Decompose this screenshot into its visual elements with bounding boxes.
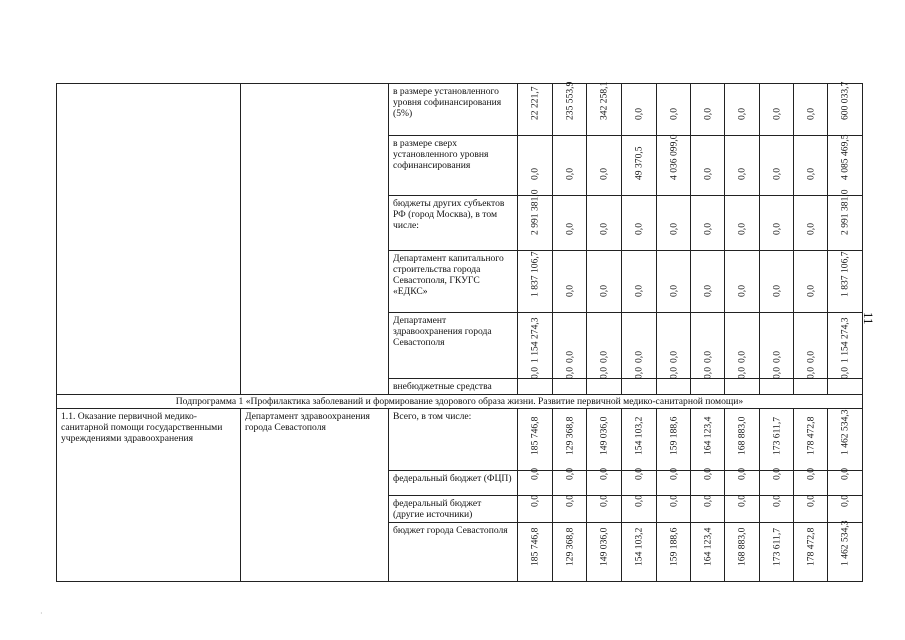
value-cell — [553, 367, 587, 395]
value-cell — [760, 468, 794, 496]
value-cell — [587, 81, 622, 136]
value-text: 4 085 469,5 — [839, 134, 851, 180]
source-label: в размере установленного уровня софинансирования (5%) — [389, 84, 518, 136]
value-text: 0,0 — [702, 223, 713, 235]
value-cell — [725, 523, 760, 582]
scan-mark: · — [40, 609, 43, 618]
value-cell — [760, 409, 794, 471]
value-cell — [828, 496, 863, 523]
value-text: 168 883,0 — [736, 527, 748, 566]
value-text: 0,0 — [736, 367, 748, 379]
value-cell — [760, 251, 794, 313]
value-text: 0,0 — [633, 351, 645, 363]
source-label: в размере сверх установленного уровня софинансирования — [389, 136, 518, 196]
value-text: 0,0 — [564, 495, 575, 507]
value-text: 185 746,8 — [529, 416, 541, 455]
value-text: 0,0 — [839, 495, 851, 507]
value-cell — [725, 251, 760, 313]
value-cell — [794, 468, 828, 496]
value-text: 0,0 — [702, 468, 713, 480]
value-cell — [587, 196, 622, 251]
source-label: федеральный бюджет (другие источники) — [389, 496, 518, 523]
value-cell — [691, 367, 725, 395]
value-text: 0,0 — [736, 285, 748, 297]
value-cell — [518, 523, 553, 582]
value-text: 159 188,6 — [668, 416, 679, 455]
value-cell — [518, 189, 553, 251]
value-cell — [828, 251, 863, 313]
value-cell — [828, 136, 863, 196]
value-cell — [622, 196, 657, 251]
value-text: 0,0 — [633, 285, 645, 297]
value-text: 0,0 — [529, 367, 541, 379]
value-cell — [794, 84, 828, 136]
source-label: федеральный бюджет (ФЦП) — [389, 471, 518, 496]
source-label: Всего, в том числе: — [389, 409, 518, 471]
value-text: 0,0 — [805, 285, 816, 297]
value-text: 0,0 — [564, 168, 575, 180]
value-cell — [691, 496, 725, 523]
value-cell — [794, 496, 828, 523]
value-text: 0,0 — [805, 367, 816, 379]
value-text: 164 123,4 — [702, 416, 713, 455]
value-text: 0,0 — [805, 223, 816, 235]
value-cell — [622, 468, 657, 496]
value-cell — [657, 468, 691, 496]
value-text: 0,0 — [633, 495, 645, 507]
value-cell — [657, 523, 691, 582]
value-text: 149 036,0 — [598, 416, 610, 455]
value-text: 0,0 — [771, 495, 782, 507]
value-cell — [622, 496, 657, 523]
value-text: 164 123,4 — [702, 527, 713, 566]
value-text: 0,0 — [564, 367, 575, 379]
value-text: 0,0 — [805, 468, 816, 480]
value-text: 0,0 — [598, 285, 610, 297]
value-text: 0,0 — [564, 223, 575, 235]
value-text: 0,0 — [805, 351, 816, 363]
value-text: 0,0 — [598, 367, 610, 379]
value-text: 178 472,8 — [805, 416, 816, 455]
value-cell — [828, 520, 863, 582]
subprogram-title: Подпрограмма 1 «Профилактика заболеваний и формирование здорового образа жизни. Развитие первичной медико-санитарной помощи» — [57, 395, 863, 409]
source-label: Департамент здравоохранения города Севастополя — [389, 313, 518, 379]
value-cell — [760, 367, 794, 395]
value-text: 0,0 — [529, 168, 541, 180]
value-text: 0,0 — [702, 367, 713, 379]
value-cell — [553, 496, 587, 523]
executor-name: Департамент здравоохранения города Севастополя — [241, 409, 389, 582]
value-cell — [553, 251, 587, 313]
value-cell — [725, 84, 760, 136]
value-text: 0,0 — [771, 223, 782, 235]
executor-cell-empty — [241, 84, 389, 395]
value-cell — [691, 251, 725, 313]
value-cell — [622, 523, 657, 582]
value-cell — [518, 468, 553, 496]
page-number: 11 — [861, 312, 876, 325]
value-cell — [518, 136, 553, 196]
value-cell — [828, 409, 863, 471]
value-text: 4 036 099,0 — [668, 134, 679, 180]
value-cell — [828, 468, 863, 496]
value-cell — [691, 84, 725, 136]
value-cell — [553, 523, 587, 582]
value-text: 0,0 — [633, 367, 645, 379]
value-cell — [828, 367, 863, 395]
value-text: 1 837 106,7 — [839, 251, 851, 297]
value-text: 0,0 — [771, 285, 782, 297]
value-text: 0,0 — [771, 108, 782, 120]
value-cell — [760, 496, 794, 523]
value-text: 0,0 — [805, 168, 816, 180]
value-text: 0,0 — [771, 367, 782, 379]
value-text: 185 746,8 — [529, 527, 541, 566]
value-text: 1 462 534,3 — [839, 409, 851, 455]
value-cell — [725, 409, 760, 471]
value-cell — [691, 409, 725, 471]
value-text: 0,0 — [771, 168, 782, 180]
value-text: 0,0 — [529, 495, 541, 507]
value-text: 49 370,5 — [633, 146, 645, 180]
value-cell — [553, 136, 587, 196]
value-cell — [553, 196, 587, 251]
value-text: 0,0 — [668, 108, 679, 120]
value-cell — [691, 136, 725, 196]
value-text: 0,0 — [564, 285, 575, 297]
value-text: 0,0 — [668, 285, 679, 297]
value-text: 1 462 534,3 — [839, 520, 851, 566]
value-cell — [725, 196, 760, 251]
value-text: 0,0 — [668, 495, 679, 507]
value-cell — [794, 409, 828, 471]
value-cell — [553, 409, 587, 471]
value-cell — [691, 468, 725, 496]
value-text: 154 103,2 — [633, 416, 645, 455]
value-text: 0,0 — [668, 351, 679, 363]
value-cell — [587, 251, 622, 313]
value-text: 129 368,8 — [564, 527, 575, 566]
value-cell — [587, 409, 622, 471]
value-cell — [760, 196, 794, 251]
value-cell — [691, 196, 725, 251]
measure-cell-empty — [57, 84, 241, 395]
value-cell — [587, 136, 622, 196]
value-cell — [587, 367, 622, 395]
value-text: 2 991 381,0 — [529, 189, 541, 235]
value-text: 0,0 — [702, 495, 713, 507]
value-text: 159 188,6 — [668, 527, 679, 566]
value-cell — [622, 251, 657, 313]
value-cell — [518, 367, 553, 395]
value-cell — [828, 189, 863, 251]
value-text: 129 368,8 — [564, 416, 575, 455]
value-text: 0,0 — [736, 468, 748, 480]
value-text: 0,0 — [736, 351, 748, 363]
value-cell — [622, 136, 657, 196]
value-cell — [691, 523, 725, 582]
value-cell — [760, 523, 794, 582]
value-text: 168 883,0 — [736, 416, 748, 455]
value-text: 0,0 — [702, 168, 713, 180]
value-text: 1 837 106,7 — [529, 251, 541, 297]
source-label: внебюджетные средства — [389, 379, 518, 395]
value-cell — [553, 81, 587, 136]
value-text: 1 154 274,3 — [529, 317, 541, 363]
value-cell — [622, 367, 657, 395]
value-text: 0,0 — [736, 223, 748, 235]
value-text: 0,0 — [598, 468, 610, 480]
value-cell — [587, 468, 622, 496]
value-text: 0,0 — [598, 168, 610, 180]
value-text: 0,0 — [668, 468, 679, 480]
value-cell — [725, 496, 760, 523]
source-label: бюджеты других субъектов РФ (город Москва), в том числе: — [389, 196, 518, 251]
value-text: 0,0 — [805, 108, 816, 120]
value-text: 0,0 — [771, 468, 782, 480]
source-label: бюджет города Севастополя — [389, 523, 518, 582]
value-cell — [794, 367, 828, 395]
value-text: 2 991 381,0 — [839, 189, 851, 235]
value-cell — [518, 84, 553, 136]
value-text: 173 611,7 — [771, 527, 782, 566]
value-text: 149 036,0 — [598, 527, 610, 566]
value-text: 0,0 — [668, 367, 679, 379]
value-cell — [760, 84, 794, 136]
value-cell — [794, 523, 828, 582]
value-cell — [794, 251, 828, 313]
value-cell — [657, 196, 691, 251]
value-cell — [828, 81, 863, 136]
value-text: 0,0 — [598, 223, 610, 235]
value-cell — [622, 409, 657, 471]
value-text: 0,0 — [839, 367, 851, 379]
value-text: 0,0 — [633, 223, 645, 235]
value-text: 0,0 — [805, 495, 816, 507]
value-text: 0,0 — [564, 351, 575, 363]
value-cell — [587, 496, 622, 523]
value-text: 0,0 — [702, 285, 713, 297]
value-text: 0,0 — [529, 468, 541, 480]
value-cell — [725, 136, 760, 196]
value-text: 0,0 — [598, 495, 610, 507]
value-cell — [725, 367, 760, 395]
value-cell — [518, 409, 553, 471]
value-text: 154 103,2 — [633, 527, 645, 566]
table-row — [57, 409, 863, 471]
value-text: 0,0 — [702, 108, 713, 120]
value-text: 0,0 — [771, 351, 782, 363]
value-cell — [518, 496, 553, 523]
value-cell — [794, 196, 828, 251]
value-text: 0,0 — [668, 223, 679, 235]
value-text: 342 258,1 — [598, 81, 610, 120]
value-cell — [553, 468, 587, 496]
measure-name: 1.1. Оказание первичной медико-санитарной помощи государственными учреждениями здравоохранения — [57, 409, 241, 582]
value-text: 235 553,9 — [564, 81, 575, 120]
value-text: 0,0 — [564, 468, 575, 480]
value-cell — [657, 496, 691, 523]
value-text: 22 221,7 — [529, 86, 541, 120]
value-cell — [518, 251, 553, 313]
table-row — [57, 84, 863, 136]
value-text: 0,0 — [633, 108, 645, 120]
value-text: 173 611,7 — [771, 416, 782, 455]
value-cell — [622, 84, 657, 136]
value-text: 178 472,8 — [805, 527, 816, 566]
value-text: 0,0 — [633, 468, 645, 480]
value-cell — [794, 136, 828, 196]
value-cell — [725, 468, 760, 496]
value-text: 0,0 — [736, 495, 748, 507]
value-cell — [587, 523, 622, 582]
value-cell — [657, 84, 691, 136]
value-cell — [657, 251, 691, 313]
value-cell — [657, 136, 691, 196]
value-text: 0,0 — [702, 351, 713, 363]
source-label: Департамент капитального строительства города Севастополя, ГКУГС «ЕДКС» — [389, 251, 518, 313]
table-body — [57, 81, 863, 582]
value-text: 0,0 — [598, 351, 610, 363]
value-cell — [657, 409, 691, 471]
value-text: 0,0 — [839, 468, 851, 480]
value-cell — [760, 136, 794, 196]
value-text: 600 033,7 — [839, 81, 851, 120]
value-text: 1 154 274,3 — [839, 317, 851, 363]
budget-table — [56, 83, 863, 582]
subprogram-row — [57, 395, 863, 409]
value-text: 0,0 — [736, 108, 748, 120]
value-cell — [657, 367, 691, 395]
value-text: 0,0 — [736, 168, 748, 180]
